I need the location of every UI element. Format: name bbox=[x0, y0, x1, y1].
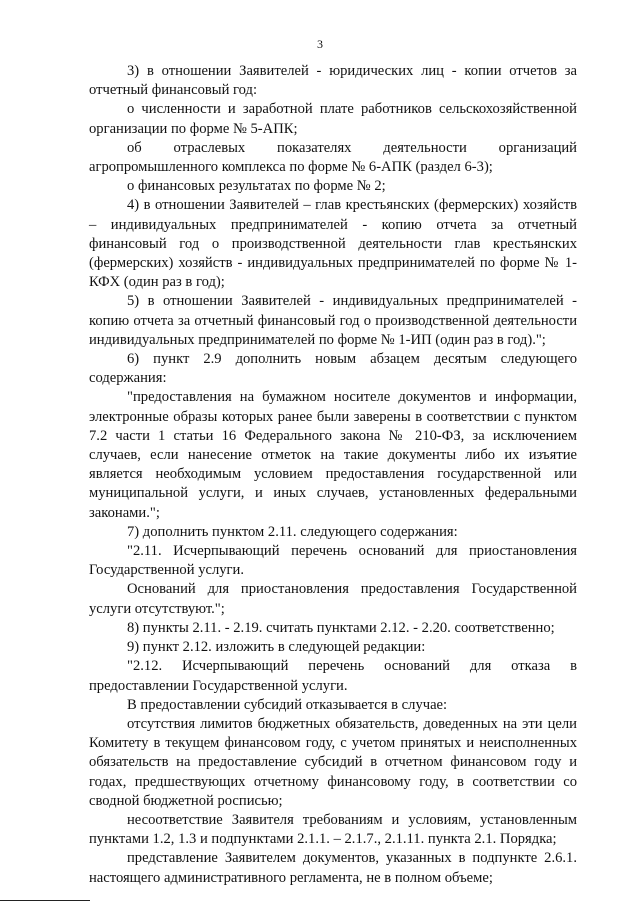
paragraph: 8) пункты 2.11. - 2.19. считать пунктами 2.12. - 2.20. соответственно; bbox=[127, 619, 555, 636]
paragraph: отсутствия лимитов бюджетных обязательств, доведенных на эти цели Комитету в текущем финансовом году, с учетом принятых и неисполненных обязательств на предоставление субсидий в отчетном финансовом году и годах, предшествующих отчетному финансовому году, в соответствии со сводной бюджетной росписью; bbox=[89, 715, 577, 809]
page-number: 3 bbox=[317, 37, 323, 51]
paragraph: 7) дополнить пунктом 2.11. следующего содержания: bbox=[127, 523, 458, 540]
paragraph: представление Заявителем документов, указанных в подпункте 2.6.1. настоящего административного регламента, не в полном объеме; bbox=[89, 850, 577, 886]
paragraph: об отраслевых показателях деятельности организаций агропромышленного комплекса по форме № 6-АПК (раздел 6-3); bbox=[89, 139, 577, 176]
paragraph: о численности и заработной плате работников сельскохозяйственной организации по форме № 5-АПК; bbox=[89, 101, 577, 137]
paragraph: 6) пункт 2.9 дополнить новым абзацем десятым следующего содержания: bbox=[89, 351, 577, 387]
footer-rule bbox=[0, 900, 90, 901]
paragraph: "2.12. Исчерпывающий перечень оснований для отказа в предоставлении Государственной услуги. bbox=[89, 658, 577, 694]
paragraph: В предоставлении субсидий отказывается в случае: bbox=[127, 696, 448, 713]
document-body bbox=[89, 62, 577, 888]
paragraph: "предоставления на бумажном носителе документов и информации, электронные образы которых ранее были заверены в соответствии с пунктом 7.2 части 1 статьи 16 Федерального закона № 210-ФЗ, за исключением случаев, если нанесение отметок на такие документы либо их изъятие является необходимым условием предоставления государственной или муниципальной услуги, и иных случаев, установленных федеральными законами."; bbox=[89, 389, 577, 521]
paragraph: о финансовых результатах по форме № 2; bbox=[127, 178, 386, 195]
paragraph: Оснований для приостановления предоставления Государственной услуги отсутствуют."; bbox=[89, 581, 577, 617]
paragraph: "2.11. Исчерпывающий перечень оснований для приостановления Государственной услуги. bbox=[89, 543, 577, 579]
paragraph: 4) в отношении Заявителей – глав крестьянских (фермерских) хозяйств – индивидуальных предпринимателей - копию отчета за отчетный финансовый год о производственной деятельности глав крестьянских (фермерских) хозяйств - индивидуальных предпринимателей по форме № 1-КФХ (один раз в год); bbox=[89, 197, 577, 291]
paragraph: 5) в отношении Заявителей - индивидуальных предпринимателей - копию отчета за отчетный финансовый год о производственной деятельности индивидуальных предпринимателей по форме № 1-ИП (один раз в год)."; bbox=[89, 293, 577, 348]
paragraph: 3) в отношении Заявителей - юридических лиц - копии отчетов за отчетный финансовый год: bbox=[89, 63, 577, 99]
paragraph: 9) пункт 2.12. изложить в следующей редакции: bbox=[127, 639, 426, 656]
paragraph: несоответствие Заявителя требованиям и условиям, установленным пунктами 1.2, 1.3 и подпунктами 2.1.1. – 2.1.7., 2.1.11. пункта 2.1. Порядка; bbox=[89, 811, 577, 848]
